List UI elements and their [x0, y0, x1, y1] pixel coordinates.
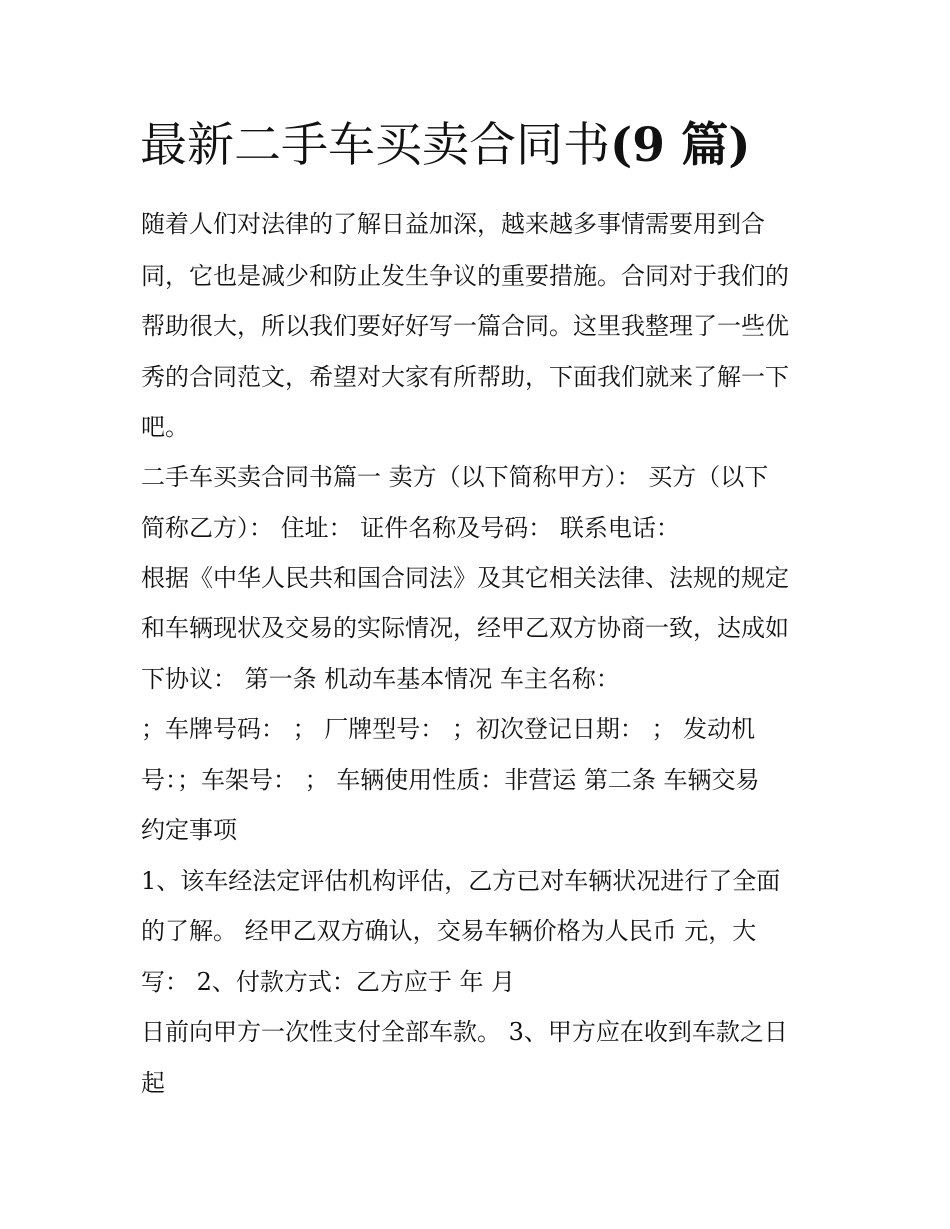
- paragraph-line: 下协议： 第一条 机动车基本情况 车主名称：: [141, 665, 620, 693]
- paragraph-line: 号：；车架号： ； 车辆使用性质：非营运 第二条 车辆交易: [141, 766, 760, 794]
- paragraph-line: 的了解。 经甲乙双方确认，交易车辆价格为人民币 元，大: [141, 917, 757, 945]
- paragraph-line: 1、该车经法定评估机构评估，乙方已对车辆状况进行了全面: [141, 867, 781, 895]
- paragraph-line: 随着人们对法律的了解日益加深，越来越多事情需要用到合: [141, 210, 765, 238]
- paragraph-line: 秀的合同范文，希望对大家有所帮助，下面我们就来了解一下: [141, 363, 789, 391]
- title-text: 最新二手车买卖合同书: [140, 118, 610, 173]
- paragraph-line: 二手车买卖合同书篇一 卖方（以下简称甲方）： 买方（以下: [141, 463, 769, 491]
- paragraph-line: 起: [141, 1069, 165, 1097]
- paragraph-line: 同，它也是减少和防止发生争议的重要措施。合同对于我们的: [141, 262, 789, 290]
- paragraph-line: 和车辆现状及交易的实际情况，经甲乙双方协商一致，达成如: [141, 614, 789, 642]
- paragraph-line: 简称乙方）： 住址： 证件名称及号码： 联系电话：: [141, 514, 680, 542]
- paragraph-line: 帮助很大，所以我们要好好写一篇合同。这里我整理了一些优: [141, 312, 789, 340]
- paragraph-line: 写： 2、付款方式：乙方应于 年 月: [141, 968, 516, 996]
- paragraph-line: 约定事项: [141, 816, 237, 844]
- paragraph-line: ；车牌号码： ； 厂牌型号： ；初次登记日期： ； 发动机: [141, 715, 756, 743]
- paragraph-line: 吧。: [141, 413, 189, 441]
- paragraph-line: 根据《中华人民共和国合同法》及其它相关法律、法规的规定: [141, 564, 789, 592]
- title-count: (9 篇): [610, 118, 751, 173]
- paragraph-line: 日前向甲方一次性支付全部车款。 3、甲方应在收到车款之日: [141, 1018, 788, 1046]
- document-title: [140, 118, 840, 174]
